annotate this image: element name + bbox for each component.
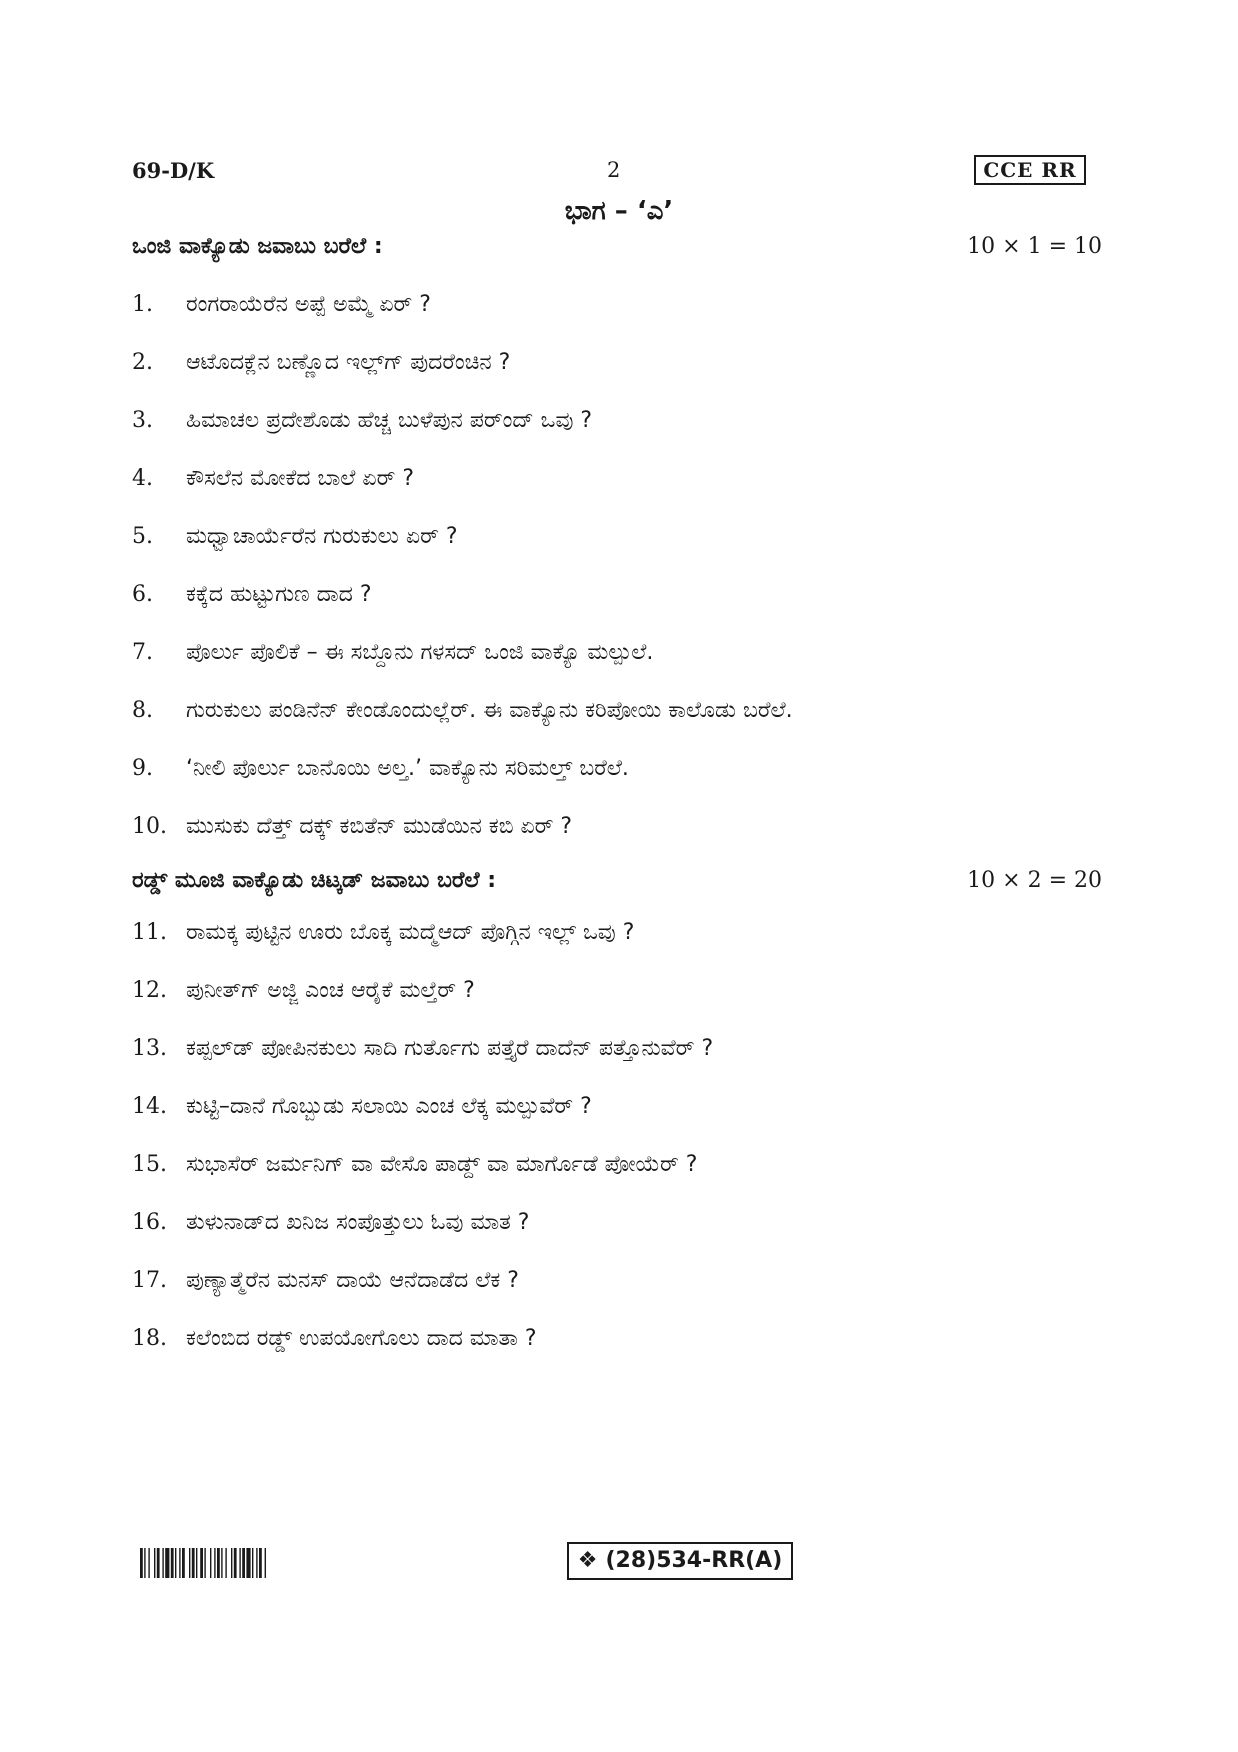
question-item xyxy=(132,462,1102,496)
question-number: 1. xyxy=(132,292,153,317)
question-item xyxy=(132,1032,1102,1066)
question-item xyxy=(132,974,1102,1008)
question-item xyxy=(132,1264,1102,1298)
question-number: 9. xyxy=(132,756,153,781)
question-text: ಕಕ್ಕೆದ ಹುಟ್ಟುಗುಣ ದಾದ ? xyxy=(186,582,372,607)
four-diamond-ornament-icon: ❖ xyxy=(577,1548,598,1573)
question-text: ಆಟೊದಕ್ಲೆನ ಬಣ್ಣೊದ ಇಲ್ಲ್‌ಗ್ ಪುದರೆಂಚಿನ ? xyxy=(186,350,511,375)
question-number: 11. xyxy=(132,920,167,945)
footer-code-box xyxy=(567,1542,793,1580)
question-item xyxy=(132,636,1102,670)
section-marks-one: 10 × 1 = 10 xyxy=(967,234,1102,259)
question-text: ಹಿಮಾಚಲ ಪ್ರದೇಶೊಡು ಹೆಚ್ಚ ಬುಳೆಪುನ ಪರ್‌ಂದ್ ಒವು ? xyxy=(186,408,593,433)
barcode-icon xyxy=(140,1548,380,1578)
section-heading-one-sentence: ಒಂಜಿ ವಾಕ್ಯೊಡು ಜವಾಬು ಬರೆಲೆ : xyxy=(132,234,383,259)
question-item xyxy=(132,1206,1102,1240)
question-number: 10. xyxy=(132,814,167,839)
part-heading: ಭಾಗ – ‘ಎ’ xyxy=(564,196,674,226)
question-text: ಪುಣ್ಯಾತ್ಮೆರೆನ ಮನಸ್ ದಾಯೆ ಆನೆದಾಡೆದ ಲೆಕ ? xyxy=(186,1268,519,1293)
question-item xyxy=(132,1090,1102,1124)
footer-code-text: (28)534-RR(A) xyxy=(605,1548,783,1573)
question-text: ತುಳುನಾಡ್‌ದ ಖನಿಜ ಸಂಪೊತ್ತುಲು ಓವು ಮಾತ ? xyxy=(186,1210,530,1235)
question-item xyxy=(132,578,1102,612)
question-number: 16. xyxy=(132,1210,167,1235)
question-text: ‘ನೀಲಿ ಪೊರ್ಲು ಬಾನೊಯಿ ಅಲ್ತ.’ ವಾಕ್ಯೊನು ಸರಿಮಲ್ತ್ ಬರೆಲೆ. xyxy=(186,756,629,781)
section-heading-two-three-sentences: ರಡ್ಡ್ ಮೂಜಿ ವಾಕ್ಯೊಡು ಚಿಟ್ಕಡ್ ಜವಾಬು ಬರೆಲೆ : xyxy=(132,868,497,893)
question-text: ಮಧ್ವಾಚಾರ್ಯೆರೆನ ಗುರುಕುಲು ಏರ್ ? xyxy=(186,524,458,549)
question-number: 8. xyxy=(132,698,153,723)
question-number: 7. xyxy=(132,640,153,665)
question-item xyxy=(132,288,1102,322)
question-item xyxy=(132,1148,1102,1182)
question-number: 4. xyxy=(132,466,153,491)
question-item xyxy=(132,520,1102,554)
question-number: 14. xyxy=(132,1094,167,1119)
page-number: 2 xyxy=(607,158,621,182)
question-number: 17. xyxy=(132,1268,167,1293)
question-text: ರಂಗರಾಯೆರೆನ ಅಪ್ಪೆ ಅಮ್ಮೆ ಏರ್ ? xyxy=(186,292,431,317)
question-text: ಪುನೀತ್‌ಗ್ ಅಜ್ಜಿ ಎಂಚ ಆರೈಕೆ ಮಲ್ತೆರ್ ? xyxy=(186,978,475,1003)
question-item xyxy=(132,810,1102,844)
section-marks-two: 10 × 2 = 20 xyxy=(967,868,1102,893)
question-number: 12. xyxy=(132,978,167,1003)
question-number: 6. xyxy=(132,582,153,607)
question-number: 5. xyxy=(132,524,153,549)
paper-code: 69-D/K xyxy=(132,158,215,183)
question-item xyxy=(132,694,1102,728)
question-text: ಕಲೆಂಬಿದ ರಡ್ಡ್ ಉಪಯೋಗೊಲು ದಾದ ಮಾತಾ ? xyxy=(186,1326,537,1351)
question-item xyxy=(132,916,1102,950)
question-text: ಗುರುಕುಲು ಪಂಡಿನೆನ್ ಕೇಂಡೊಂದುಲ್ಲೆರ್. ಈ ವಾಕ್ಯೊನು ಕರಿಪೋಯಿ ಕಾಲೊಡು ಬರೆಲೆ. xyxy=(186,698,793,723)
question-item xyxy=(132,752,1102,786)
question-number: 15. xyxy=(132,1152,167,1177)
question-number: 2. xyxy=(132,350,153,375)
question-text: ಪೊರ್ಲು ಪೊಲಿಕೆ – ಈ ಸಬ್ದೊನು ಗಳಸದ್ ಒಂಜಿ ವಾಕ್ಯೊ ಮಲ್ಪುಲೆ. xyxy=(186,640,654,665)
question-item xyxy=(132,346,1102,380)
question-text: ಸುಭಾಸೆರ್ ಜರ್ಮನಿಗ್ ವಾ ವೇಸೊ ಪಾಡ್ದ್ ವಾ ಮಾರ್ಗೊಡೆ ಪೋಯೆರ್ ? xyxy=(186,1152,698,1177)
question-text: ಕುಟ್ಟಿ–ದಾನೆ ಗೊಬ್ಬುಡು ಸಲಾಯಿ ಎಂಚ ಲೆಕ್ಕ ಮಲ್ಪುವೆರ್ ? xyxy=(186,1094,592,1119)
question-text: ಕಪ್ಪಲ್‌ಡ್ ಪೋಪಿನಕುಲು ಸಾದಿ ಗುರ್ತೊಗು ಪತ್ತೈರೆ ದಾದೆನ್ ಪತ್ತೊನುವೆರ್ ? xyxy=(186,1036,714,1061)
question-text: ರಾಮಕ್ಕ ಪುಟ್ಟಿನ ಊರು ಬೊಕ್ಕ ಮದ್ಮೆಆದ್ ಪೊಗ್ಗಿನ ಇಲ್ಲ್ ಒವು ? xyxy=(186,920,635,945)
question-text: ಕೌಸಲೆನ ಮೋಕೆದ ಬಾಲೆ ಏರ್ ? xyxy=(186,466,415,491)
question-number: 13. xyxy=(132,1036,167,1061)
question-number: 18. xyxy=(132,1326,167,1351)
question-item xyxy=(132,404,1102,438)
question-text: ಮುಸುಕು ದೆತ್ತ್ ದಕ್ಕ್ ಕಬಿತೆನ್ ಮುಡೆಯಿನ ಕಬಿ ಏರ್ ? xyxy=(186,814,573,839)
question-number: 3. xyxy=(132,408,153,433)
question-item xyxy=(132,1322,1102,1356)
cce-badge: CCE RR xyxy=(974,155,1086,185)
